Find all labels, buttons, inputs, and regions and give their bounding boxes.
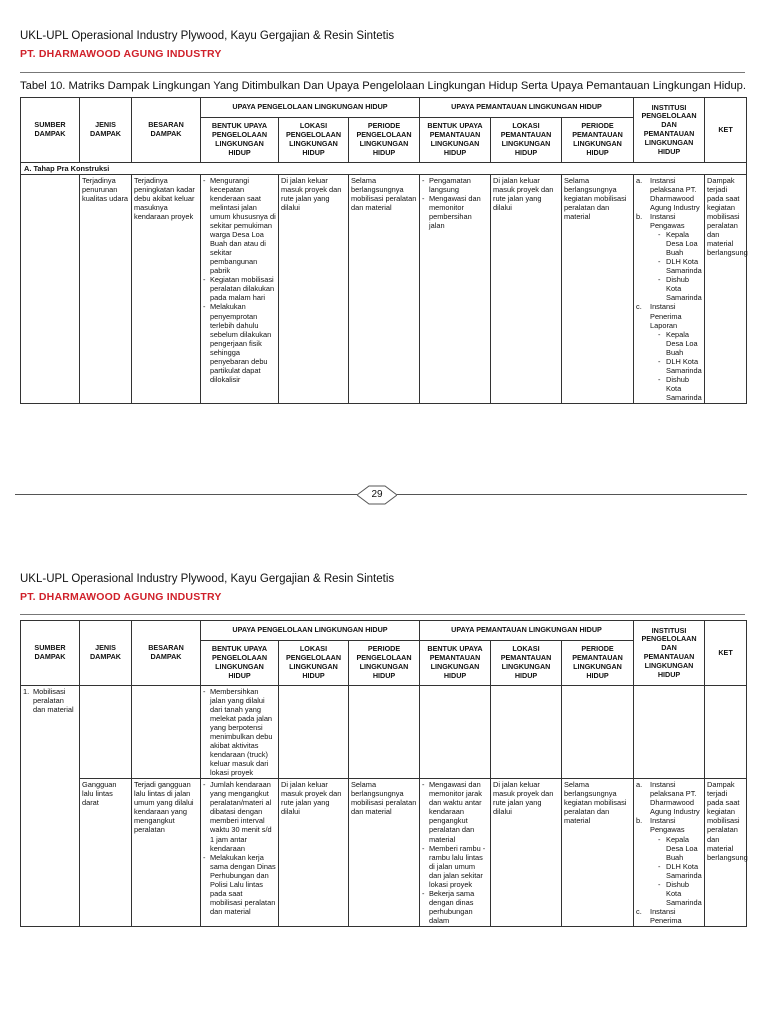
bentuk-pengelolaan-cell [201,175,279,404]
list-item: - Kegiatan mobilisasi peralatan dilakukan pada malam hari [210,275,276,302]
list-item: - DLH Kota Samarinda [666,257,702,275]
lokasi-pemantauan-cell: Di jalan keluar masuk proyek dan rute jalan yang dilalui [491,779,562,927]
col-periode-pengelolaan: PERIODE PENGELOLAAN LINGKUNGAN HIDUP [349,641,420,686]
col-institusi: INSTITUSI PENGELOLAAN DAN PEMANTAUAN LINGKUNGAN HIDUP [634,98,705,163]
header-divider [20,614,745,615]
institusi-penerima-laporan: c. Instansi Penerima Laporan - Kepala Desa Loa Buah - DLH Kota Samarinda - Dishub Kota Samarinda [650,302,702,401]
besaran-cell: Terjadinya peningkatan kadar debu akibat keluar masuknya kendaraan proyek [132,175,201,404]
sumber-cell [21,175,80,404]
page-number [357,485,397,505]
list-item: - Jumlah kendaraan yang mengangkut peralatan/materi al dibatasi dengan memberi interval waktu 30 menit s/d 1 jam antar kendaraan [210,780,276,852]
lokasi-pengelolaan-cell: Di jalan keluar masuk proyek dan rute jalan yang dilalui [279,779,349,927]
list-item: - Melakukan kerja sama dengan Dinas Perhubungan dan Polisi Lalu lintas pada saat mobilisasi peralatan dan material [210,853,276,916]
institusi-cell [634,175,705,404]
periode-pengelolaan-cell: Selama berlangsungnya mobilisasi peralatan dan material [349,175,420,404]
impact-matrix-table-page2 [20,620,747,927]
col-ket: KET [705,98,747,163]
source-label: Mobilisasi peralatan dan material [33,687,74,715]
col-periode-pemantauan: PERIODE PEMANTAUAN LINGKUNGAN HIDUP [562,118,634,163]
list-item: - Kepala Desa Loa Buah [666,835,702,862]
list-item: - Bekerja sama dengan dinas perhubungan dalam [429,889,488,925]
list-item: - DLH Kota Samarinda [666,862,702,880]
bentuk-pemantauan-cell [420,779,491,927]
col-sumber-dampak: SUMBER DAMPAK [21,621,80,686]
periode-pemantauan-cell: Selama berlangsungnya kegiatan mobilisasi peralatan dan material [562,779,634,927]
institusi-cell [634,779,705,927]
list-item: - Pengamatan langsung [429,176,488,194]
col-lokasi-pengelolaan: LOKASI PENGELOLAAN LINGKUNGAN HIDUP [279,118,349,163]
table-row [21,779,747,927]
document-title: UKL-UPL Operasional Industry Plywood, Kayu Gergajian & Resin Sintetis [20,30,395,42]
header-divider [20,72,745,73]
sumber-cell: 1. Mobilisasi peralatan dan material [21,686,80,927]
col-periode-pemantauan: PERIODE PEMANTAUAN LINGKUNGAN HIDUP [562,641,634,686]
col-upaya-pemantauan: UPAYA PEMANTAUAN LINGKUNGAN HIDUP [420,621,634,641]
page-number-text: 29 [371,489,383,500]
col-lokasi-pemantauan: LOKASI PEMANTAUAN LINGKUNGAN HIDUP [491,641,562,686]
col-institusi: INSTITUSI PENGELOLAAN DAN PEMANTAUAN LINGKUNGAN HIDUP [634,621,705,686]
bentuk-pengelolaan-cell [201,779,279,927]
bentuk-pemantauan-cell [420,175,491,404]
stage-label: A. Tahap Pra Konstruksi [21,163,747,175]
page1-header [20,30,394,60]
besaran-cell [132,686,201,779]
list-item: - Membersihkan jalan yang dilalui dari tanah yang melekat pada jalan yang berpotensi menimbulkan debu akibat aktivitas kendaraan (truck) keluar masuk dari lokasi proyek [210,687,276,777]
col-bentuk-pengelolaan: BENTUK UPAYA PENGELOLAAN LINGKUNGAN HIDUP [201,641,279,686]
bentuk-pengelolaan-cell [201,686,279,779]
list-item: - Melakukan penyemprotan terlebih dahulu sebelum dilakukan pengerjaan fisik sehingga penyebaran debu partikulat dapat dilokalisir [210,302,276,383]
col-upaya-pengelolaan: UPAYA PENGELOLAAN LINGKUNGAN HIDUP [201,621,420,641]
jenis-cell: Gangguan lalu lintas darat [80,779,132,927]
list-item: - Kepala Desa Loa Buah [666,330,702,357]
lokasi-pengelolaan-cell: Di jalan keluar masuk proyek dan rute jalan yang dilalui [279,175,349,404]
col-upaya-pengelolaan: UPAYA PENGELOLAAN LINGKUNGAN HIDUP [201,98,420,118]
institusi-pelaksana: a. Instansi pelaksana PT. Dharmawood Agung Industry [650,176,702,212]
col-lokasi-pengelolaan: LOKASI PENGELOLAAN LINGKUNGAN HIDUP [279,641,349,686]
footer-line-left [15,494,357,495]
ket-cell: Dampak terjadi pada saat kegiatan mobilisasi peralatan dan material berlangsung [705,175,747,404]
list-item: - Mengurangi kecepatan kenderaan saat melintasi jalan umum khususnya di sekitar pemukiman warga Desa Loa Buah dan atau di sekitar pembangunan pabrik [210,176,276,275]
ket-cell: Dampak terjadi pada saat kegiatan mobilisasi peralatan dan material berlangsung [705,779,747,927]
institusi-penerima: c. Instansi Penerima [650,907,702,925]
col-bentuk-pemantauan: BENTUK UPAYA PEMANTAUAN LINGKUNGAN HIDUP [420,118,491,163]
col-jenis-dampak: JENIS DAMPAK [80,98,132,163]
institusi-pengawas: b. Instansi Pengawas - Kepala Desa Loa Buah - DLH Kota Samarinda - Dishub Kota Samarinda [650,212,702,302]
footer-line-right [397,494,747,495]
col-sumber-dampak: SUMBER DAMPAK [21,98,80,163]
list-item: - Mengawasi dan memonitor jarak dan waktu antar kendaraan pengangkut peralatan dan material [429,780,488,843]
col-besaran-dampak: BESARAN DAMPAK [132,621,201,686]
table-caption: Tabel 10. Matriks Dampak Lingkungan Yang Ditimbulkan Dan Upaya Pengelolaan Lingkungan Hidup Serta Upaya Pemantauan Lingkungan Hidup. [20,80,746,92]
jenis-cell: Terjadinya penurunan kualitas udara [80,175,132,404]
document-title: UKL-UPL Operasional Industry Plywood, Kayu Gergajian & Resin Sintetis [20,573,395,585]
periode-pengelolaan-cell: Selama berlangsungnya mobilisasi peralatan dan material [349,779,420,927]
periode-pemantauan-cell: Selama berlangsungnya kegiatan mobilisasi peralatan dan material [562,175,634,404]
col-bentuk-pengelolaan: BENTUK UPAYA PENGELOLAAN LINGKUNGAN HIDUP [201,118,279,163]
table-row [21,686,747,779]
col-periode-pengelolaan: PERIODE PENGELOLAAN LINGKUNGAN HIDUP [349,118,420,163]
institusi-pelaksana: a. Instansi pelaksana PT. Dharmawood Agung Industry [650,780,702,816]
list-item: - Mengawasi dan memonitor pembersihan jalan [429,194,488,230]
list-item: - Memberi rambu -rambu lalu lintas di jalan umum dan jalan sekitar lokasi proyek [429,844,488,889]
besaran-cell: Terjadi gangguan lalu lintas di jalan umum yang dilalui kendaraan yang mengangkut peralatan [132,779,201,927]
list-item: - Dishub Kota Samarinda [666,275,702,302]
company-name: PT. DHARMAWOOD AGUNG INDUSTRY [20,48,222,60]
list-item: - Dishub Kota Samarinda [666,880,702,907]
institusi-pengawas: b. Instansi Pengawas - Kepala Desa Loa Buah - DLH Kota Samarinda - Dishub Kota Samarinda [650,816,702,906]
list-item: - Dishub Kota Samarinda [666,375,702,402]
list-item: - DLH Kota Samarinda [666,357,702,375]
lokasi-pemantauan-cell: Di jalan keluar masuk proyek dan rute jalan yang dilalui [491,175,562,404]
table-row [21,175,747,404]
col-bentuk-pemantauan: BENTUK UPAYA PEMANTAUAN LINGKUNGAN HIDUP [420,641,491,686]
list-item: - Kepala Desa Loa Buah [666,230,702,257]
page2-header [20,573,394,603]
jenis-cell [80,686,132,779]
impact-matrix-table-page1 [20,97,747,404]
col-upaya-pemantauan: UPAYA PEMANTAUAN LINGKUNGAN HIDUP [420,98,634,118]
col-ket: KET [705,621,747,686]
col-besaran-dampak: BESARAN DAMPAK [132,98,201,163]
company-name: PT. DHARMAWOOD AGUNG INDUSTRY [20,591,222,603]
col-jenis-dampak: JENIS DAMPAK [80,621,132,686]
col-lokasi-pemantauan: LOKASI PEMANTAUAN LINGKUNGAN HIDUP [491,118,562,163]
